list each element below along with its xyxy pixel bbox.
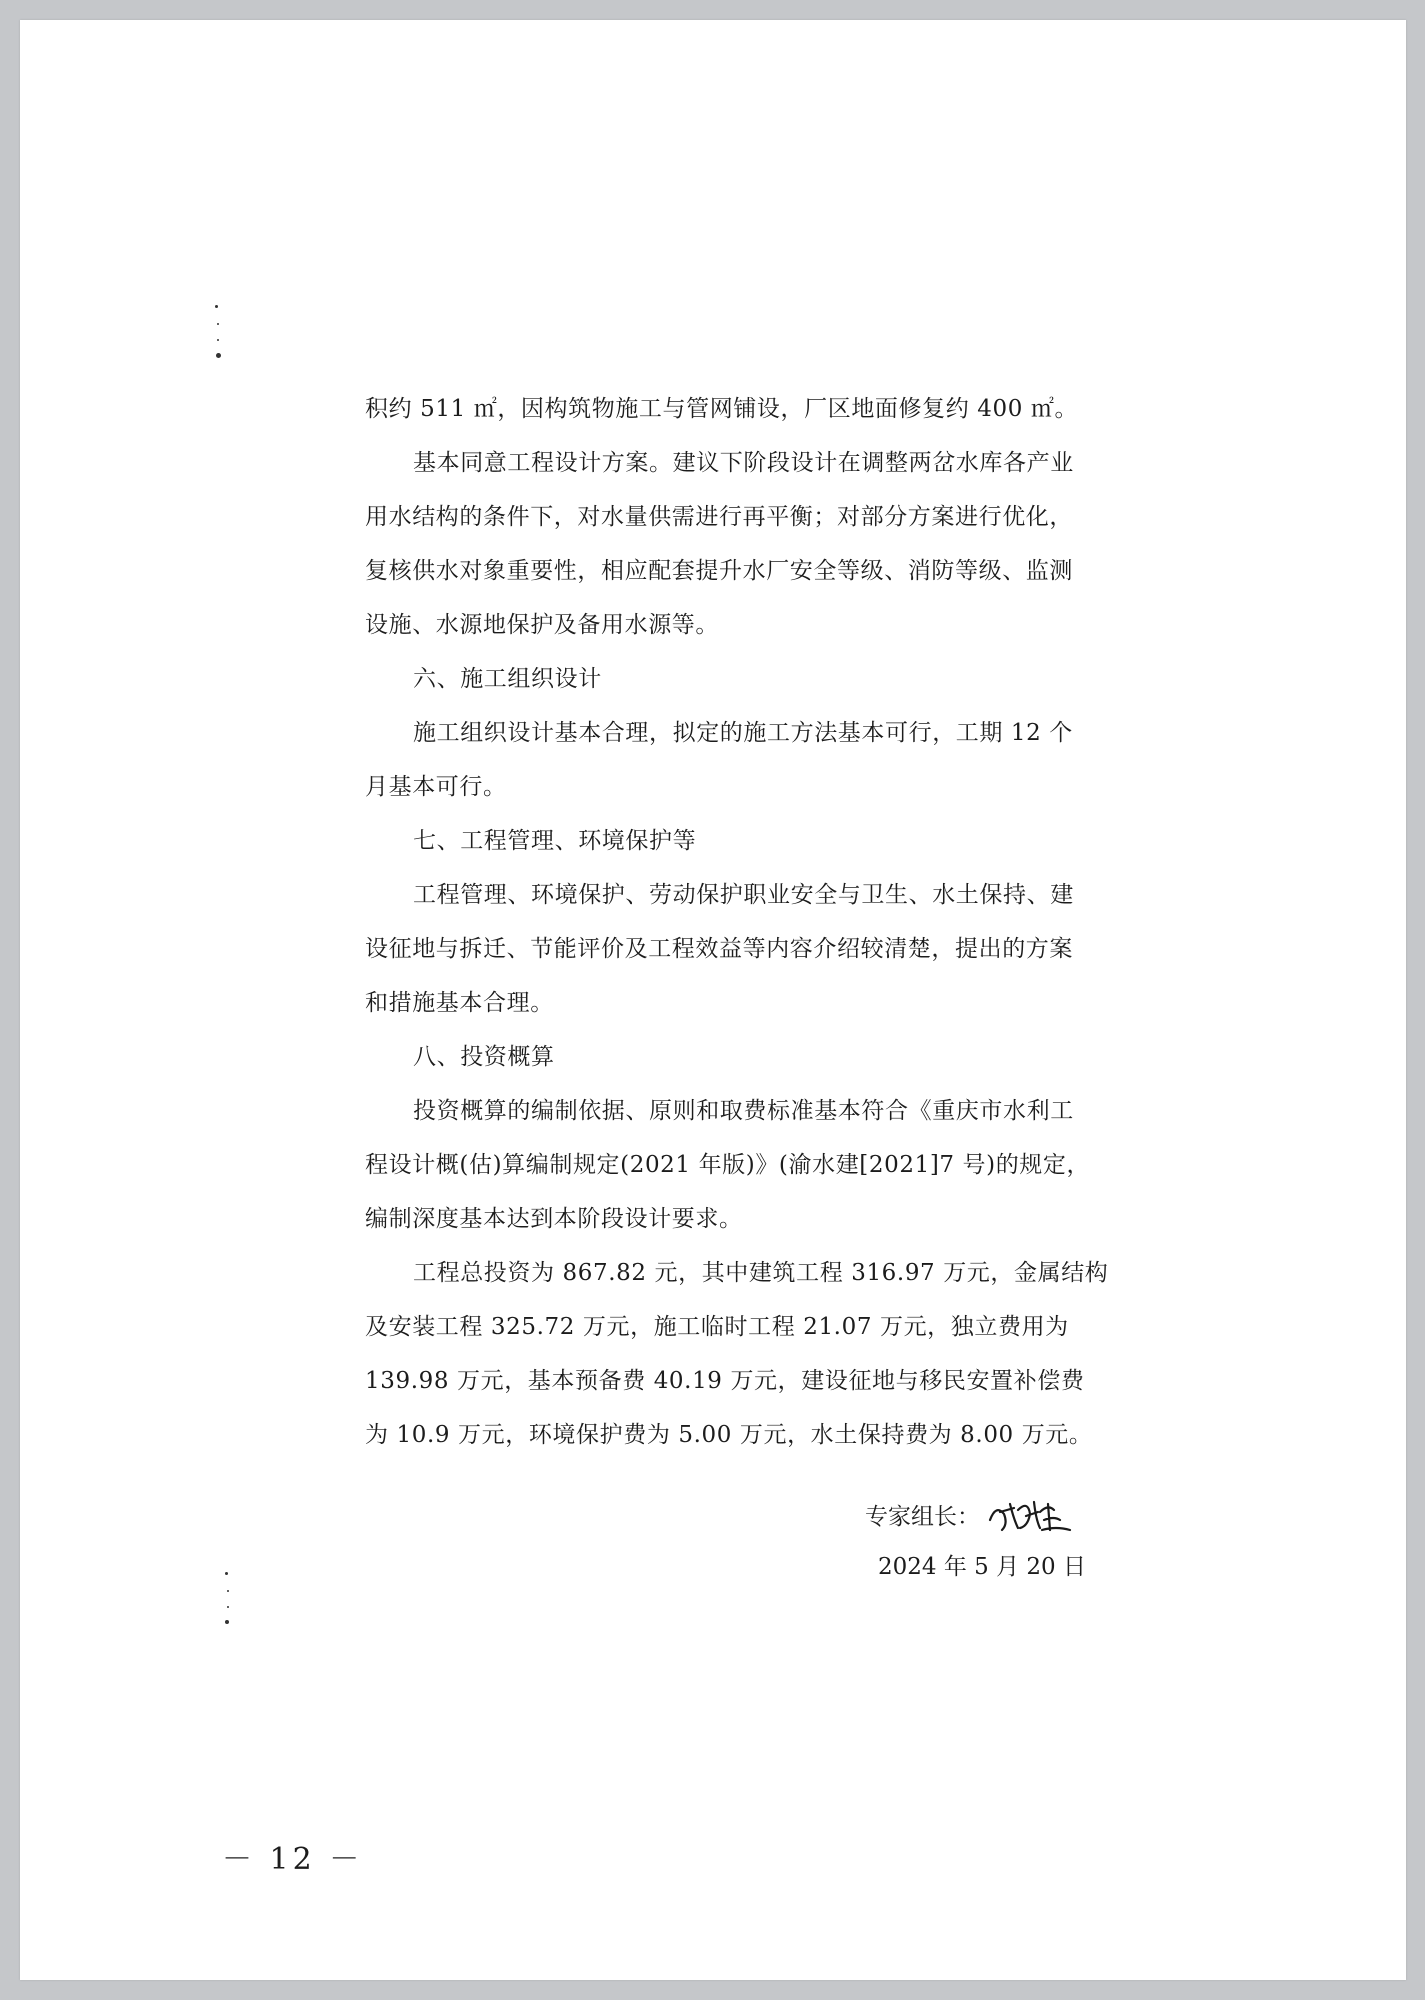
paragraph-budget-basis-line-3: 编制深度基本达到本阶段设计要求。 <box>365 1206 743 1232</box>
paragraph-budget-total-line-1: 工程总投资为 867.82 元，其中建筑工程 316.97 万元，金属结构 <box>413 1260 1109 1286</box>
paragraph-budget-basis-line-1: 投资概算的编制依据、原则和取费标准基本符合《重庆市水利工 <box>413 1098 1074 1124</box>
paragraph-management-line-1: 工程管理、环境保护、劳动保护职业安全与卫生、水土保持、建 <box>413 882 1074 908</box>
paragraph-budget-total-line-2: 及安装工程 325.72 万元，施工临时工程 21.07 万元，独立费用为 <box>365 1314 1069 1340</box>
document-date: 2024 年 5 月 20 日 <box>878 1554 1086 1580</box>
paragraph-construction-line-1: 施工组织设计基本合理，拟定的施工方法基本可行，工期 12 个 <box>413 720 1073 746</box>
signature-block <box>865 1490 1074 1538</box>
paragraph-budget-total-line-4: 为 10.9 万元，环境保护费为 5.00 万元，水土保持费为 8.00 万元。 <box>365 1422 1093 1448</box>
handwritten-signature <box>984 1490 1074 1538</box>
paragraph-design-line-3: 复核供水对象重要性，相应配套提升水厂安全等级、消防等级、监测 <box>365 558 1073 584</box>
section-heading-management: 七、工程管理、环境保护等 <box>413 828 697 854</box>
paragraph-design-line-2: 用水结构的条件下，对水量供需进行再平衡；对部分方案进行优化， <box>365 504 1073 530</box>
page-number: － 12 － <box>222 1842 364 1877</box>
paragraph-budget-total-line-3: 139.98 万元，基本预备费 40.19 万元，建设征地与移民安置补偿费 <box>365 1368 1085 1394</box>
section-heading-construction: 六、施工组织设计 <box>413 666 602 692</box>
paragraph-area-text: 积约 511 ㎡，因构筑物施工与管网铺设，厂区地面修复约 400 ㎡。 <box>365 396 1079 422</box>
paragraph-budget-basis-line-2: 程设计概(估)算编制规定(2021 年版)》(渝水建[2021]7 号)的规定， <box>365 1152 1091 1178</box>
paragraph-construction-line-2: 月基本可行。 <box>365 774 507 800</box>
paragraph-design-line-1: 基本同意工程设计方案。建议下阶段设计在调整两岔水库各产业 <box>413 450 1074 476</box>
paragraph-management-line-2: 设征地与拆迁、节能评价及工程效益等内容介绍较清楚，提出的方案 <box>365 936 1073 962</box>
paragraph-management-line-3: 和措施基本合理。 <box>365 990 554 1016</box>
section-heading-budget: 八、投资概算 <box>413 1044 555 1070</box>
paragraph-design-line-4: 设施、水源地保护及备用水源等。 <box>365 612 719 638</box>
signer-label: 专家组长： <box>865 1503 980 1530</box>
document-page <box>20 20 1406 1980</box>
